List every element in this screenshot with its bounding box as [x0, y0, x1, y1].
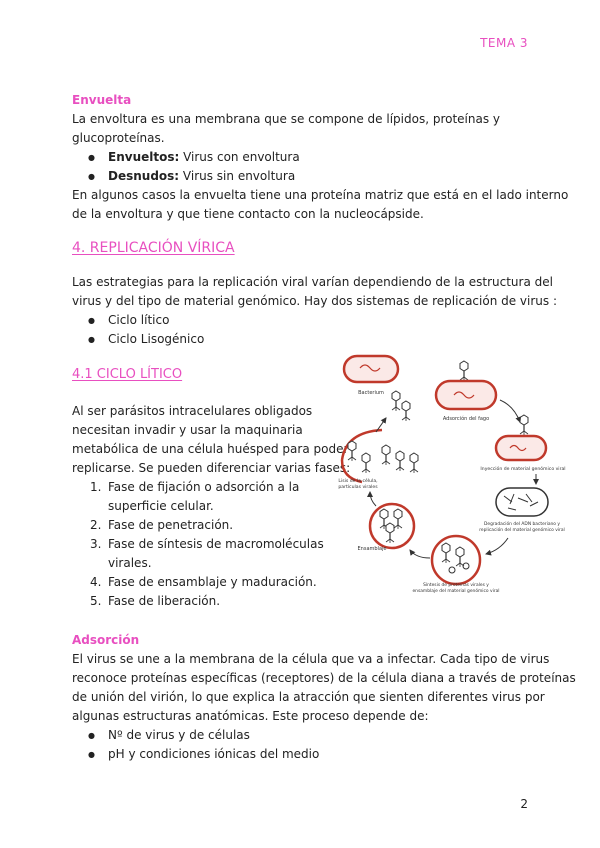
adsorcion-list: [72, 726, 319, 764]
replicacion-heading: 4. REPLICACIÓN VÍRICA: [72, 240, 235, 256]
text-envueltos: Virus con envoltura: [179, 150, 300, 164]
lytic-cycle-diagram: [328, 348, 566, 600]
label-lysis-cont: partículas virales: [338, 485, 378, 490]
phase-item: [72, 573, 332, 592]
envuelta-note-line2: de la envoltura y que tiene contacto con la nucleocápside.: [72, 207, 424, 221]
ciclo-text-line: replicarse. Se pueden diferenciar varias fases:: [72, 461, 351, 475]
phase-number: 1.: [90, 480, 102, 494]
adsorcion-bullet: ● pH y condiciones iónicas del medio: [72, 745, 319, 764]
released-phage-icon: [402, 401, 410, 421]
arrow-icon: [410, 550, 430, 558]
adsorcion-text-line: reconoce proteínas específicas (receptores) de la célula diana a través de proteínas: [72, 671, 576, 685]
stage-synthesis: [412, 536, 499, 594]
envuelta-list: [72, 148, 300, 186]
stage-assembly: [358, 504, 414, 552]
phase-text: Fase de penetración.: [108, 518, 234, 532]
replicacion-bullet: ● Ciclo lítico: [72, 311, 204, 330]
text-desnudos: Virus sin envoltura: [179, 169, 296, 183]
ciclo-litico-heading: 4.1 CICLO LÍTICO: [72, 367, 183, 382]
phase-text: Fase de fijación o adsorción a la: [108, 480, 300, 494]
adsorcion-text-line: El virus se une a la membrana de la célula que va a infectar. Cada tipo de virus: [72, 652, 550, 666]
label-adsorption: Adsorción del fago: [442, 416, 490, 422]
stage-lysis: [338, 430, 418, 490]
stage-degradation: [479, 488, 565, 533]
phase-item: [72, 535, 332, 573]
label-degradation: Degradación del ADN bacteriano y: [483, 522, 561, 527]
phase-item: [72, 516, 332, 535]
term-desnudos: Desnudos:: [108, 169, 180, 183]
phase-text-cont: superficie celular.: [108, 499, 214, 513]
adsorcion-heading: Adsorción: [72, 633, 140, 647]
arrow-icon: [370, 492, 376, 506]
replicacion-text-line1: Las estrategias para la replicación viral varían dependiendo de la estructura del: [72, 275, 553, 289]
phase-text-cont: virales.: [108, 556, 152, 570]
phase-number: 2.: [90, 518, 102, 532]
replicacion-list: [72, 311, 204, 349]
arrow-icon: [500, 400, 520, 422]
term-envueltos: Envueltos:: [108, 150, 180, 164]
phase-text: Fase de ensamblaje y maduración.: [108, 575, 317, 589]
header-tema: TEMA 3: [480, 36, 528, 50]
phases-list: [72, 478, 332, 611]
label-degradation-cont: replicación del material genómico viral: [479, 528, 565, 533]
label-injection: Inyección de material genómico viral: [480, 467, 566, 472]
phase-text: Fase de liberación.: [108, 594, 221, 608]
ciclo-text-line: necesitan invadir y usar la maquinaria: [72, 423, 303, 437]
replicacion-bullet: ● Ciclo Lisogénico: [72, 330, 204, 349]
ciclo-text-line: metabólica de una célula huésped para poder: [72, 442, 349, 456]
label-synthesis-cont: ensamblaje del material genómico viral: [412, 589, 500, 594]
ciclo-text-line: Al ser parásitos intracelulares obligados: [72, 404, 313, 418]
arrow-icon: [486, 538, 508, 554]
label-assembly: Ensamblaje: [357, 546, 387, 552]
envuelta-heading: Envuelta: [72, 93, 132, 107]
envuelta-intro-line2: glucoproteínas.: [72, 131, 165, 145]
page-number: 2: [520, 797, 528, 811]
envuelta-note-line1: En algunos casos la envuelta tiene una proteína matriz que está en el lado interno: [72, 188, 569, 202]
envuelta-intro-line1: La envoltura es una membrana que se compone de lípidos, proteínas y: [72, 112, 501, 126]
released-phage-icon: [392, 391, 400, 411]
replicacion-text-line2: virus y del tipo de material genómico. Hay dos sistemas de replicación de virus :: [72, 294, 558, 308]
adsorcion-text-line: algunas estructuras anatómicas. Este proceso depende de:: [72, 709, 429, 723]
envuelta-bullet-envueltos: [72, 148, 300, 167]
label-lysis: Lisis de la célula,: [338, 479, 378, 484]
stage-adsorption: [436, 361, 496, 422]
phase-item: [72, 592, 332, 611]
label-bacterium: Bacterium: [358, 390, 384, 396]
phase-number: 4.: [90, 575, 102, 589]
phase-number: 5.: [90, 594, 102, 608]
envuelta-bullet-desnudos: [72, 167, 300, 186]
stage-bacterium: [344, 356, 398, 396]
stage-injection: [480, 415, 565, 472]
phase-number: 3.: [90, 537, 102, 551]
adsorcion-bullet: ● Nº de virus y de células: [72, 726, 319, 745]
phase-item: [72, 478, 332, 516]
adsorcion-text-line: de unión del virión, lo que explica la atracción que sienten diferentes virus por: [72, 690, 545, 704]
label-synthesis: Síntesis de proteínas virales y: [423, 583, 489, 588]
phase-text: Fase de síntesis de macromoléculas: [108, 537, 324, 551]
